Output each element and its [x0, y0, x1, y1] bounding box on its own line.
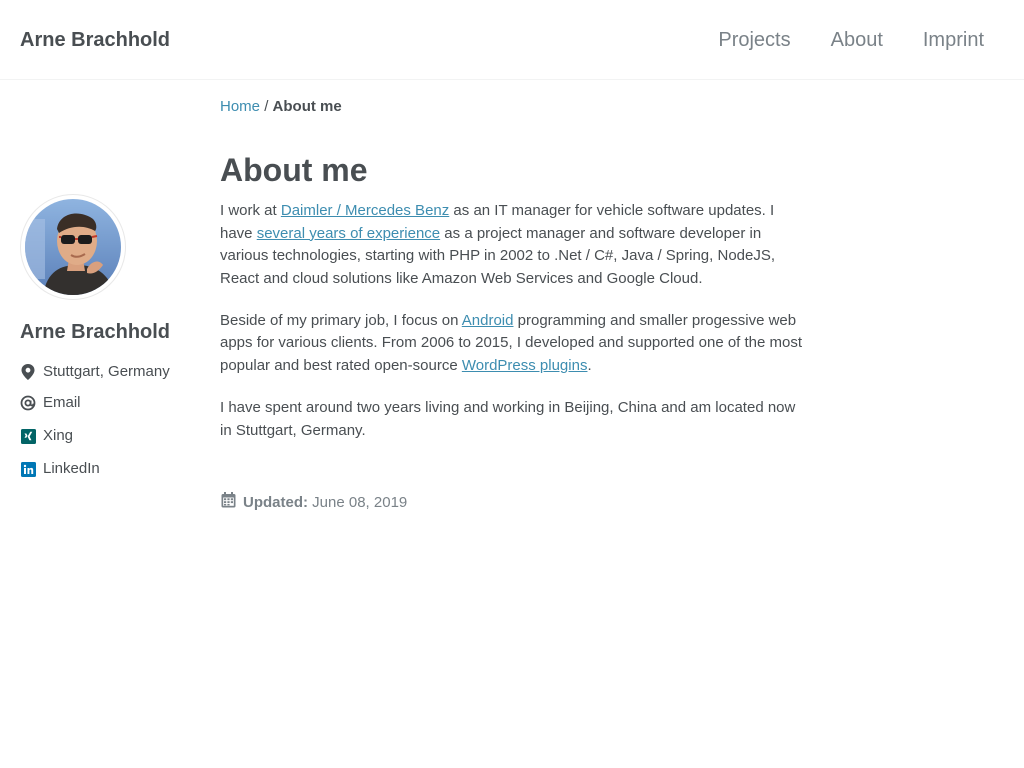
- paragraph-2-text-a: Beside of my primary job, I focus on: [220, 311, 462, 329]
- avatar: [20, 194, 126, 300]
- linkedin-icon: [20, 461, 36, 477]
- xing-icon: [20, 428, 36, 444]
- author-email[interactable]: [20, 394, 200, 412]
- author-location-label: Stuttgart, Germany: [43, 363, 170, 380]
- page-title: About me: [220, 152, 368, 188]
- wordpress-plugins-link[interactable]: WordPress plugins: [461, 357, 588, 375]
- avatar-image: [25, 199, 121, 295]
- author-linkedin[interactable]: [20, 460, 200, 478]
- author-location: [20, 363, 200, 381]
- location-pin-icon: [20, 364, 36, 380]
- breadcrumb-current: About me: [272, 98, 342, 115]
- author-name: Arne Brachhold: [20, 321, 171, 343]
- breadcrumb-separator: /: [264, 98, 269, 115]
- paragraph-2-text-c: .: [587, 357, 592, 375]
- paragraph-1-text-a: I work at: [220, 202, 281, 219]
- calendar-icon: [221, 492, 236, 513]
- updated-label: Updated:: [243, 493, 308, 511]
- paragraph-2: [220, 310, 810, 378]
- at-sign-icon: [20, 395, 36, 411]
- site-title-link[interactable]: Arne Brachhold: [20, 29, 171, 51]
- updated-date: June 08, 2019: [312, 493, 408, 511]
- author-xing[interactable]: [20, 427, 200, 445]
- main-nav: [718, 29, 984, 51]
- paragraph-1-text-b: as an IT manager for vehicle software updates. I have: [220, 202, 775, 242]
- daimler-link[interactable]: Daimler / Mercedes Benz: [280, 202, 450, 219]
- masthead: [0, 0, 1024, 80]
- nav-projects[interactable]: Projects: [718, 29, 791, 51]
- paragraph-1: [220, 200, 810, 290]
- breadcrumb: [220, 97, 342, 117]
- paragraph-3: I have spent around two years living and working in Beijing, China and am located now in Stuttgart, Germany.: [220, 399, 796, 439]
- paragraph-1-text-c: as a project manager and software developer in various technologies, starting with PHP in 2002 to .Net / C#, Java / Spring, NodeJS, React and cloud solutions like Amazon Web Services and Google Cloud.: [220, 224, 776, 287]
- updated-info: [221, 492, 407, 513]
- author-links: [20, 363, 200, 478]
- breadcrumb-home[interactable]: Home: [220, 98, 261, 115]
- author-linkedin-link[interactable]: LinkedIn: [43, 460, 100, 477]
- nav-imprint[interactable]: Imprint: [922, 29, 984, 51]
- android-link[interactable]: Android: [461, 311, 514, 329]
- experience-link[interactable]: several years of experience: [256, 224, 441, 242]
- author-email-link[interactable]: Email: [43, 394, 81, 411]
- paragraph-2-text-b: programming and smaller progessive web apps for various clients. From 2006 to 2015, I developed and supported one of the most popular and best rated open-source: [220, 311, 803, 375]
- nav-about[interactable]: About: [830, 29, 883, 51]
- author-xing-link[interactable]: Xing: [43, 427, 74, 444]
- page-content: [220, 150, 810, 442]
- author-sidebar: [20, 194, 200, 493]
